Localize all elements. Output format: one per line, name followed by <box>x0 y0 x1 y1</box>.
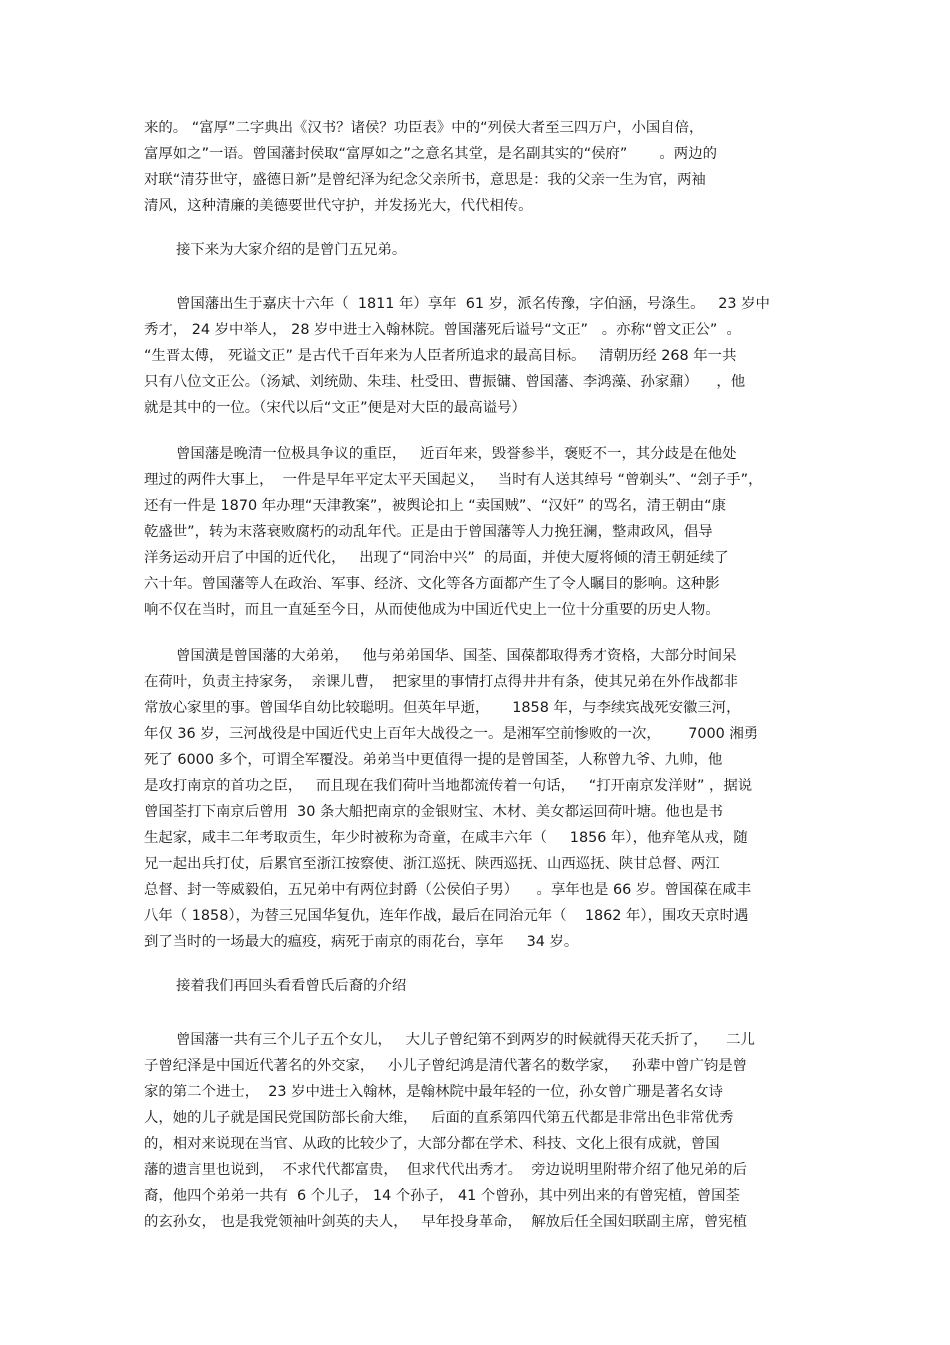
text-line: 秀才， 24 岁中举人， 28 岁中进士入翰林院。曾国藩死后谥号“文正” 。亦称“曾文正公” 。 <box>144 322 741 338</box>
text-line: 曾国荃打下南京后曾用 30 条大船把南京的金银财宝、木材、美女都运回荷叶塘。他也是书 <box>144 804 723 820</box>
text-line: 兄一起出兵打仗，后累官至浙江按察使、浙江巡抚、陕西巡抚、山西巡抚、陕甘总督、两江 <box>144 856 720 872</box>
text-line: 裔，他四个弟弟一共有 6 个儿子， 14 个孙子， 41 个曾孙，其中列出来的有曾宪植，曾国荃 <box>144 1188 740 1204</box>
text-line: 家的第二个进士， 23 岁中进士入翰林，是翰林院中最年轻的一位，孙女曾广珊是著名女诗 <box>144 1084 723 1100</box>
text-line: 到了当时的一场最大的瘟疫，病死于南京的雨花台，享年 34 岁。 <box>144 934 579 950</box>
text-line: 总督、封一等威毅伯，五兄弟中有两位封爵（公侯伯子男） 。享年也是 66 岁。曾国葆在咸丰 <box>144 882 751 898</box>
text-line: 六十年。曾国藩等人在政治、军事、经济、文化等各方面都产生了令人瞩目的影响。这种影 <box>144 576 720 592</box>
text-line: 的玄孙女， 也是我党领袖叶剑英的夫人， 早年投身革命， 解放后任全国妇联副主席，曾宪植 <box>144 1214 748 1230</box>
text-line: 在荷叶，负责主持家务， 亲课儿曹， 把家里的事情打点得井井有条，使其兄弟在外作战都非 <box>144 674 738 690</box>
text-line: 的，相对来说现在当官、从政的比较少了，大部分都在学术、科技、文化上很有成就，曾国 <box>144 1136 720 1152</box>
text-line: 对联“清芬世守，盛德日新”是曾纪泽为纪念父亲所书，意思是：我的父亲一生为官，两袖 <box>144 172 706 188</box>
text-line: 曾国藩一共有三个儿子五个女儿， 大儿子曾纪第不到两岁的时候就得天花夭折了， 二儿 <box>176 1032 755 1048</box>
text-line: 子曾纪泽是中国近代著名的外交家， 小儿子曾纪鸿是清代著名的数学家， 孙辈中曾广钧是曾 <box>144 1058 748 1074</box>
text-line: 八年（ 1858），为替三兄国华复仇，连年作战，最后在同治元年（ 1862 年），围攻天京时遇 <box>144 908 749 924</box>
text-line: 藩的遗言里也说到， 不求代代都富贵， 但求代代出秀才。 旁边说明里附带介绍了他兄弟的后 <box>144 1162 748 1178</box>
text-line: 洋务运动开启了中国的近代化， 出现了“同治中兴” 的局面，并使大厦将倾的清王朝延续了 <box>144 550 729 566</box>
text-line: 清风，这种清廉的美德要世代守护，并发扬光大，代代相传。 <box>144 198 533 214</box>
text-line: 还有一件是 1870 年办理“天津教案”，被舆论扣上 “卖国贼”、“汉奸” 的骂名，清王朝由“康 <box>144 498 727 514</box>
text-line: “生晋太傅， 死谥文正” 是古代千百年来为人臣者所追求的最高目标。 清朝历经 268 年一共 <box>144 348 737 364</box>
text-line: 曾国潢是曾国藩的大弟弟， 他与弟弟国华、国荃、国葆都取得秀才资格，大部分时间呆 <box>176 648 737 664</box>
text-line: 富厚如之”一语。曾国藩封侯取“富厚如之”之意名其堂，是名副其实的“侯府” 。两边的 <box>144 146 717 162</box>
text-line: 死了 6000 多个，可谓全军覆没。弟弟当中更值得一提的是曾国荃，人称曾九爷、九帅，他 <box>144 752 723 768</box>
text-line: 响不仅在当时，而且一直延至今日，从而使他成为中国近代史上一位十分重要的历史人物。 <box>144 602 720 618</box>
text-line: 接下来为大家介绍的是曾门五兄弟。 <box>176 242 407 258</box>
text-line: 就是其中的一位。（宋代以后“文正”便是对大臣的最高谥号） <box>144 400 526 416</box>
text-line: 接着我们再回头看看曾氏后裔的介绍 <box>176 978 407 994</box>
text-line: 曾国藩出生于嘉庆十六年（ 1811 年）享年 61 岁，派名传豫，字伯涵，号涤生。 23 岁中 <box>176 296 770 312</box>
text-line: 人，她的儿子就是国民党国防部长俞大维， 后面的直系第四代第五代都是非常出色非常优秀 <box>144 1110 734 1126</box>
text-line: 只有八位文正公。（汤斌、刘统勋、朱珪、杜受田、曹振镛、曾国藩、李鸿藻、孙家鼐） ，他 <box>144 374 746 390</box>
text-line: 生起家，咸丰二年考取贡生，年少时被称为奇童，在咸丰六年（ 1856 年），他弃笔从戎，随 <box>144 830 748 846</box>
text-line: 理过的两件大事上， 一件是早年平定太平天国起义， 当时有人送其绰号 “曾剃头”、“刽子手”， <box>144 472 763 488</box>
text-line: 乾盛世”，转为末落衰败腐朽的动乱年代。正是由于曾国藩等人力挽狂澜，整肃政风，倡导 <box>144 524 713 540</box>
text-line: 年仅 36 岁，三河战役是中国近代史上百年大战役之一。是湘军空前惨败的一次， 7000 湘勇 <box>144 726 759 742</box>
text-line: 曾国藩是晚清一位极具争议的重臣， 近百年来，毁誉参半，褒贬不一，其分歧是在他处 <box>176 446 737 462</box>
text-line: 来的。 “富厚”二字典出《汉书？诸侯？功臣表》中的“列侯大者至三四万户，小国自倍， <box>144 120 704 136</box>
text-line: 是攻打南京的首功之臣， 而且现在我们荷叶当地都流传着一句话， “打开南京发洋财” ，据说 <box>144 778 753 794</box>
text-line: 常放心家里的事。曾国华自幼比较聪明。但英年早逝， 1858 年，与李续宾战死安徽三河， <box>144 700 741 716</box>
